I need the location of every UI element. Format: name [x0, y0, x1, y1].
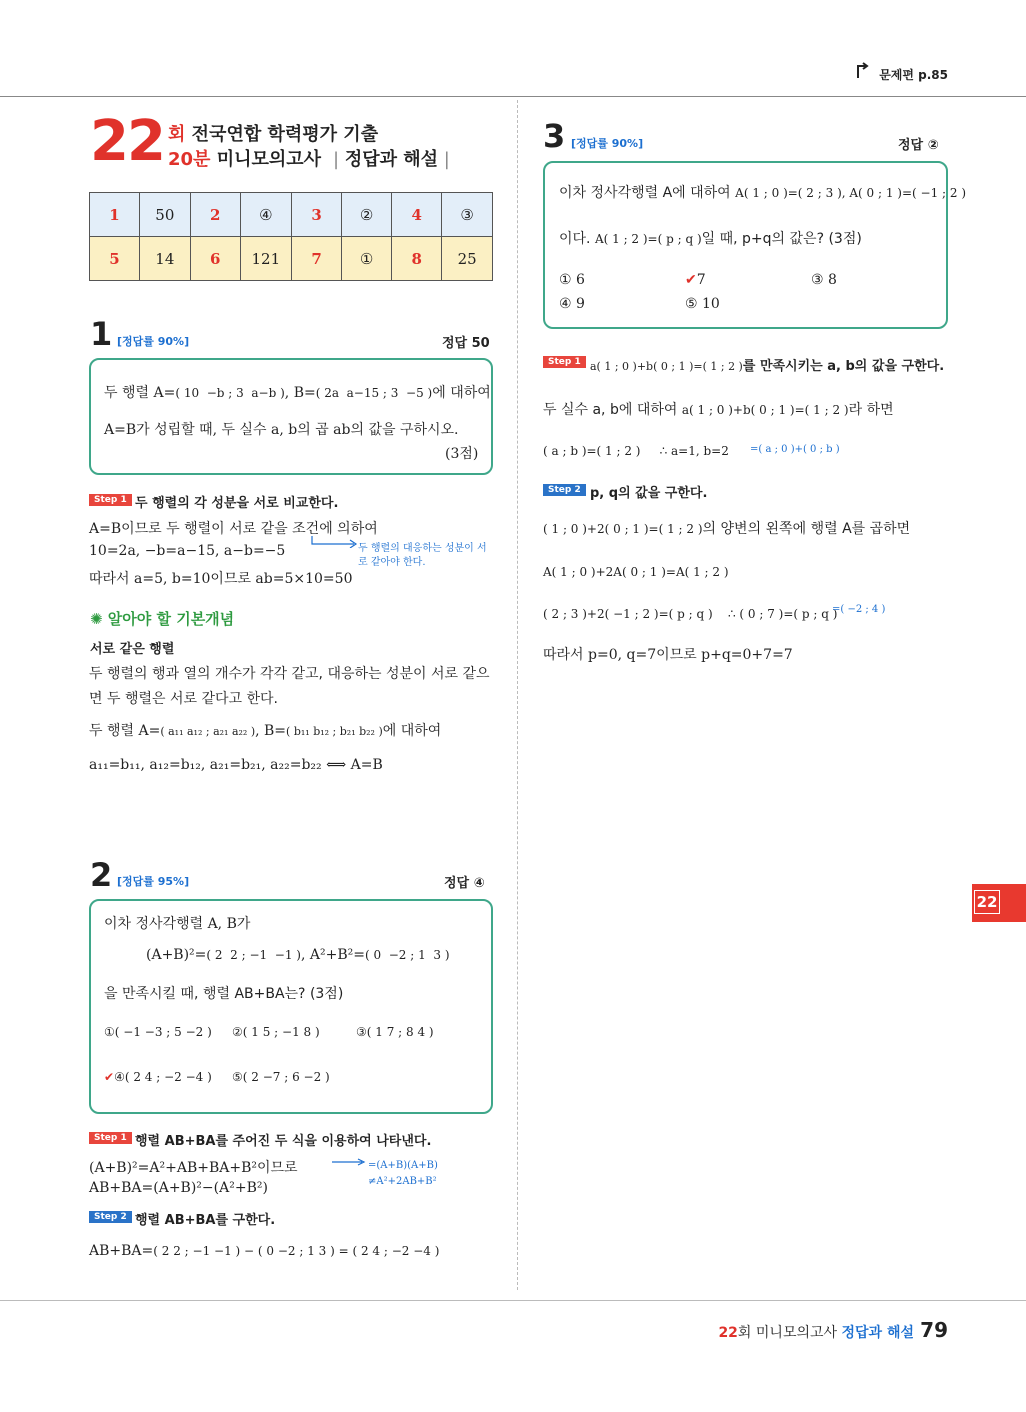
title-right: 정답과 해설 [344, 149, 439, 170]
title-line1 [168, 120, 378, 146]
answer-value: ① [342, 237, 392, 281]
check-mark-icon: ✔ [685, 272, 697, 288]
chapter-tab-label: 22 [974, 890, 1000, 914]
q3-step1-text: a( 1 ; 0 )+b( 0 ; 1 )=( 1 ; 2 )를 만족시키는 a, b의 값을 구한다. [590, 359, 945, 374]
q3-step2-text: p, q의 값을 구한다. [590, 486, 708, 501]
q3-sol4b: ( 2 ; 3 )+2( −1 ; 2 )=( p ; q ) ∴ ( 0 ; 7 )=( p ; q ) [543, 607, 838, 621]
answer-value: ② [342, 193, 392, 237]
problem-page-ref [879, 66, 948, 83]
answer-row [90, 193, 493, 237]
q1-points: (3점) [445, 446, 479, 462]
answer-qnum: 3 [292, 193, 342, 237]
return-arrow-icon [853, 60, 873, 80]
q1-step1-text: 두 행렬의 각 성분을 서로 비교한다. [135, 496, 339, 511]
title-prefix: 회 [168, 124, 186, 145]
q1-box-line2: A=B가 성립할 때, 두 실수 a, b의 곱 ab의 값을 구하시오. [104, 422, 459, 438]
check-mark-icon: ✔ [104, 1070, 115, 1084]
test-number: 22 [90, 109, 164, 174]
q3-rate: [정답률 90%] [571, 137, 644, 150]
q2-note1: =(A+B)(A+B) [368, 1160, 438, 1171]
q3-choice-3[interactable]: ③ 8 [811, 272, 837, 288]
q1-box [89, 358, 493, 475]
q2-note-arrow [330, 1158, 370, 1172]
q2-note2: ≠A²+2AB+B² [368, 1176, 437, 1187]
q3-step2-label: Step 2 [543, 484, 586, 496]
q1-box-line1: 두 행렬 A=( 10 −b ; 3 a−b ), B=( 2a a−15 ; 3 −5 )에 대하여 [104, 385, 491, 401]
q1-rate: [정답률 90%] [117, 335, 190, 348]
q3-sol5: 따라서 p=0, q=7이므로 p+q=0+7=7 [543, 647, 793, 663]
title-text: 전국연합 학력평가 기출 [191, 124, 379, 145]
q2-choice-2[interactable]: ②( 1 5 ; −1 8 ) [232, 1025, 320, 1039]
q2-choice-1[interactable]: ①( −1 −3 ; 5 −2 ) [104, 1025, 212, 1039]
q3-box-line2: 이다. A( 1 ; 2 )=( p ; q )일 때, p+q의 값은? (3점) [559, 231, 862, 247]
answer-qnum: 4 [392, 193, 442, 237]
q3-sol2: ( a ; b )=( 1 ; 2 ) ∴ a=1, b=2 [543, 444, 729, 458]
q2-rate: [정답률 95%] [117, 875, 190, 888]
concept-subtitle: 서로 같은 행렬 [90, 642, 175, 657]
answer-value: 50 [140, 193, 191, 237]
q1-step1-label: Step 1 [89, 494, 132, 506]
q2-step2-label: Step 2 [89, 1211, 132, 1223]
q2-choice-4[interactable]: ✔④( 2 4 ; −2 −4 ) [104, 1070, 212, 1084]
q1-number: 1 [90, 315, 113, 353]
q1-note: 두 행렬의 대응하는 성분이 서로 같아야 한다. [358, 543, 487, 568]
q3-box-line1: 이차 정사각행렬 A에 대하여 A( 1 ; 0 )=( 2 ; 3 ), A( 0 ; 1 )=( −1 ; 2 ) [559, 185, 967, 201]
answer-table [89, 192, 493, 281]
answer-qnum: 5 [90, 237, 140, 281]
q2-number: 2 [90, 856, 113, 894]
q2-choice-3[interactable]: ③( 1 7 ; 8 4 ) [356, 1025, 434, 1039]
q1-note-arrow [310, 534, 360, 548]
q2-step2-text: 행렬 AB+BA를 구한다. [135, 1213, 276, 1228]
q3-note2: =( −2 ; 4 ) [832, 604, 886, 615]
q3-choice-4[interactable]: ④ 9 [559, 296, 585, 312]
q3-answer: 정답 ② [898, 138, 939, 153]
q2-answer: 정답 ④ [444, 876, 485, 891]
answer-qnum: 7 [292, 237, 342, 281]
q3-sol1: 두 실수 a, b에 대하여 a( 1 ; 0 )+b( 0 ; 1 )=( 1 ; 2 )라 하면 [543, 402, 894, 418]
concept-text3: 두 행렬 A=( a₁₁ a₁₂ ; a₂₁ a₂₂ ), B=( b₁₁ b₁₂ ; b₂₁ b₂₂ )에 대하여 [89, 723, 442, 739]
q1-sol2: 10=2a, −b=a−15, a−b=−5 [89, 543, 286, 559]
column-separator [517, 100, 518, 1290]
q2-sol3: AB+BA=( 2 2 ; −1 −1 ) − ( 0 −2 ; 1 3 ) = ( 2 4 ; −2 −4 ) [89, 1243, 440, 1259]
footer-text: 22회 미니모의고사 정답과 해설 [718, 1325, 914, 1341]
q3-sol4: A( 1 ; 0 )+2A( 0 ; 1 )=A( 1 ; 2 ) [543, 565, 729, 579]
answer-value: ③ [442, 193, 493, 237]
q2-sol1: (A+B)²=A²+AB+BA+B²이므로 [89, 1160, 298, 1176]
footer-rule [0, 1300, 1026, 1301]
q1-sol1: A=B이므로 두 행렬이 서로 같을 조건에 의하여 [89, 521, 378, 537]
title-line2: 20분 미니모의고사 | 정답과 해설 | [168, 149, 450, 170]
answer-value: ④ [240, 193, 291, 237]
q2-choice-5[interactable]: ⑤( 2 −7 ; 6 −2 ) [232, 1070, 330, 1084]
q2-box-line2: (A+B)²=( 2 2 ; −1 −1 ), A²+B²=( 0 −2 ; 1 3 ) [146, 947, 450, 963]
q3-choice-5[interactable]: ⑤ 10 [685, 296, 720, 312]
answer-qnum: 2 [190, 193, 240, 237]
q3-choice-1[interactable]: ① 6 [559, 272, 585, 288]
concept-text4: a₁₁=b₁₁, a₁₂=b₁₂, a₂₁=b₂₁, a₂₂=b₂₂ ⟺ A=B [89, 757, 383, 773]
header-rule [0, 96, 1026, 97]
answer-value: 25 [442, 237, 493, 281]
chapter-tab [972, 884, 1026, 922]
q3-sol3: ( 1 ; 0 )+2( 0 ; 1 )=( 1 ; 2 )의 양변의 왼쪽에 행렬 A를 곱하면 [543, 521, 911, 537]
concept-text1: 두 행렬의 행과 열의 개수가 각각 같고, 대응하는 성분이 서로 같으 [89, 666, 490, 682]
page-number: 79 [920, 1318, 948, 1342]
q2-box-line1: 이차 정사각행렬 A, B가 [104, 916, 251, 932]
q2-step1-text: 행렬 AB+BA를 주어진 두 식을 이용하여 나타낸다. [135, 1134, 432, 1149]
q3-step1-label: Step 1 [543, 356, 586, 368]
answer-value: 121 [240, 237, 291, 281]
concept-text2: 면 두 행렬은 서로 같다고 한다. [89, 691, 278, 707]
title-sub: 미니모의고사 [216, 149, 322, 170]
problem-page-ref-text: 문제편 p.85 [879, 68, 948, 82]
q1-sol3: 따라서 a=5, b=10이므로 ab=5×10=50 [89, 571, 353, 587]
time-limit: 20분 [168, 149, 211, 170]
q2-sol2: AB+BA=(A+B)²−(A²+B²) [89, 1180, 268, 1196]
lightbulb-icon: ✺ [90, 610, 108, 628]
q1-answer: 정답 50 [442, 336, 490, 351]
answer-qnum: 8 [392, 237, 442, 281]
concept-heading: ✺ 알아야 할 기본개념 [90, 610, 235, 628]
q3-choice-2[interactable]: ✔7 [685, 272, 706, 288]
answer-qnum: 1 [90, 193, 140, 237]
q3-note1: =( a ; 0 )+( 0 ; b ) [750, 444, 840, 455]
answer-value: 14 [140, 237, 191, 281]
answer-row [90, 237, 493, 281]
q2-box-line3: 을 만족시킬 때, 행렬 AB+BA는? (3점) [104, 986, 344, 1002]
q3-number: 3 [543, 117, 566, 155]
answer-qnum: 6 [190, 237, 240, 281]
q2-step1-label: Step 1 [89, 1132, 132, 1144]
